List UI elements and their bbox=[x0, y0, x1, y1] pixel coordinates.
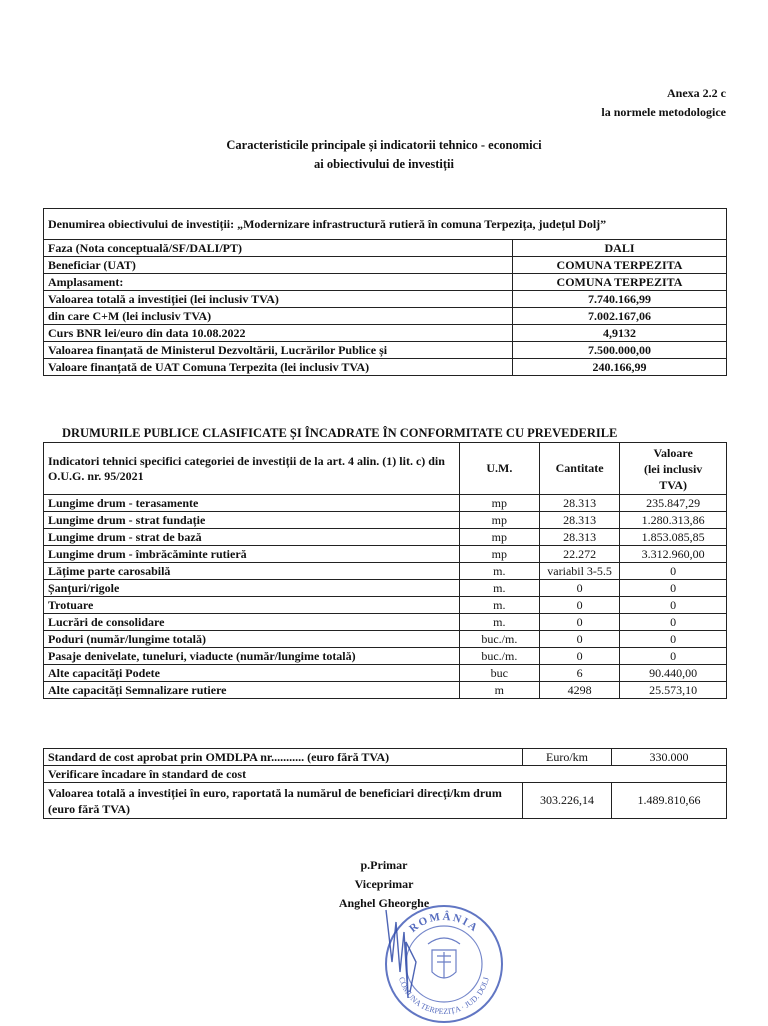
objective-row-value: COMUNA TERPEZITA bbox=[513, 274, 727, 291]
title-line-1: Caracteristicile principale și indicatorii tehnico - economici bbox=[226, 138, 542, 152]
annex-line-2: la normele metodologice bbox=[601, 105, 726, 119]
indicator-qty: 0 bbox=[539, 631, 619, 648]
indicator-qty: 28.313 bbox=[539, 529, 619, 546]
signature-line-2: Viceprimar bbox=[354, 877, 414, 891]
objective-row-value: COMUNA TERPEZITA bbox=[513, 257, 727, 274]
indicator-row bbox=[44, 631, 727, 648]
indicator-um: mp bbox=[459, 512, 539, 529]
indicator-label: Lungime drum - strat fundație bbox=[44, 512, 460, 529]
header-value bbox=[620, 443, 727, 495]
indicator-value: 0 bbox=[620, 648, 727, 665]
indicator-qty: 0 bbox=[539, 597, 619, 614]
indicator-label: Poduri (număr/lungime totală) bbox=[44, 631, 460, 648]
indicator-value: 0 bbox=[620, 597, 727, 614]
header-value-line-2: (lei inclusiv bbox=[643, 461, 703, 476]
document-title bbox=[0, 136, 768, 174]
indicator-row bbox=[44, 563, 727, 580]
indicator-value: 0 bbox=[620, 563, 727, 580]
total-euro-value-1: 303.226,14 bbox=[523, 783, 612, 819]
objective-row-label: Faza (Nota conceptuală/SF/DALI/PT) bbox=[44, 240, 513, 257]
header-um: U.M. bbox=[459, 443, 539, 495]
indicator-row bbox=[44, 665, 727, 682]
stamp-top-text: ROMÂNIA bbox=[407, 910, 481, 936]
indicator-qty: 0 bbox=[539, 614, 619, 631]
header-qty: Cantitate bbox=[539, 443, 619, 495]
indicator-label: Pasaje denivelate, tuneluri, viaducte (număr/lungime totală) bbox=[44, 648, 460, 665]
indicator-label: Alte capacități Semnalizare rutiere bbox=[44, 682, 460, 699]
header-value-line-3: TVA) bbox=[659, 477, 688, 492]
indicator-row bbox=[44, 614, 727, 631]
title-line-2: ai obiectivului de investiții bbox=[314, 157, 454, 171]
indicator-qty: variabil 3-5.5 bbox=[539, 563, 619, 580]
objective-table bbox=[43, 208, 727, 376]
verification-label: Verificare încadare în standard de cost bbox=[44, 766, 727, 783]
indicator-value: 1.280.313,86 bbox=[620, 512, 727, 529]
stamp-bottom-text: COMUNA TERPEZIȚA · JUD. DOLJ bbox=[397, 976, 491, 1017]
roads-section-title: DRUMURILE PUBLICE CLASIFICATE ȘI ÎNCADRATE ÎN CONFORMITATE CU PREVEDERILE bbox=[62, 426, 618, 440]
indicators-table bbox=[43, 442, 727, 699]
objective-row bbox=[44, 308, 727, 325]
objective-row bbox=[44, 257, 727, 274]
objective-row bbox=[44, 291, 727, 308]
indicator-um: m. bbox=[459, 580, 539, 597]
objective-row-value: 7.740.166,99 bbox=[513, 291, 727, 308]
indicator-qty: 22.272 bbox=[539, 546, 619, 563]
objective-name-label: Denumirea obiectivului de investiții: bbox=[48, 216, 235, 231]
standard-value: 330.000 bbox=[612, 749, 727, 766]
coat-of-arms-icon bbox=[428, 938, 460, 978]
cost-standard-table bbox=[43, 748, 727, 819]
objective-row-value: 240.166,99 bbox=[513, 359, 727, 376]
indicator-value: 235.847,29 bbox=[620, 495, 727, 512]
indicator-row bbox=[44, 512, 727, 529]
objective-name-value: „Modernizare infrastructură rutieră în comuna Terpezița, județul Dolj” bbox=[237, 216, 607, 231]
indicator-um: m bbox=[459, 682, 539, 699]
indicator-row bbox=[44, 546, 727, 563]
objective-row-label: Curs BNR lei/euro din data 10.08.2022 bbox=[44, 325, 513, 342]
indicator-row bbox=[44, 495, 727, 512]
standard-label: Standard de cost aprobat prin OMDLPA nr........... (euro fără TVA) bbox=[44, 749, 523, 766]
indicator-um: m. bbox=[459, 614, 539, 631]
indicator-label: Trotuare bbox=[44, 597, 460, 614]
signature-line-3: Anghel Gheorghe bbox=[338, 896, 430, 910]
indicator-value: 90.440,00 bbox=[620, 665, 727, 682]
indicator-value: 25.573,10 bbox=[620, 682, 727, 699]
header-indicator: Indicatori tehnici specifici categoriei de investiții de la art. 4 alin. (1) lit. c) din O.U.G. nr. 95/2021 bbox=[44, 443, 460, 495]
objective-row bbox=[44, 325, 727, 342]
indicator-label: Lungime drum - terasamente bbox=[44, 495, 460, 512]
objective-row-value: 7.002.167,06 bbox=[513, 308, 727, 325]
indicator-row bbox=[44, 580, 727, 597]
objective-row-value: DALI bbox=[513, 240, 727, 257]
indicator-label: Lungime drum - îmbrăcăminte rutieră bbox=[44, 546, 460, 563]
indicator-qty: 0 bbox=[539, 580, 619, 597]
annex-line-1: Anexa 2.2 c bbox=[667, 86, 726, 100]
indicator-um: m. bbox=[459, 563, 539, 580]
objective-row bbox=[44, 342, 727, 359]
total-euro-value-2: 1.489.810,66 bbox=[612, 783, 727, 819]
indicator-row bbox=[44, 648, 727, 665]
indicator-qty: 0 bbox=[539, 648, 619, 665]
indicator-label: Lățime parte carosabilă bbox=[44, 563, 460, 580]
indicator-qty: 6 bbox=[539, 665, 619, 682]
indicator-um: buc./m. bbox=[459, 648, 539, 665]
objective-row-label: Valoarea totală a investiției (lei inclusiv TVA) bbox=[44, 291, 513, 308]
objective-row bbox=[44, 359, 727, 376]
objective-row-label: Amplasament: bbox=[44, 274, 513, 291]
indicator-label: Șanțuri/rigole bbox=[44, 580, 460, 597]
indicator-um: mp bbox=[459, 546, 539, 563]
objective-row bbox=[44, 240, 727, 257]
header-value-line-1: Valoare bbox=[653, 445, 693, 460]
objective-row-label: Valoare finanțată de UAT Comuna Terpezita (lei inclusiv TVA) bbox=[44, 359, 513, 376]
indicator-row bbox=[44, 682, 727, 699]
indicator-qty: 28.313 bbox=[539, 495, 619, 512]
objective-row-label: din care C+M (lei inclusiv TVA) bbox=[44, 308, 513, 325]
official-stamp bbox=[382, 902, 506, 1026]
indicator-row bbox=[44, 597, 727, 614]
indicator-um: buc bbox=[459, 665, 539, 682]
indicator-value: 0 bbox=[620, 631, 727, 648]
indicator-label: Alte capacități Podete bbox=[44, 665, 460, 682]
indicator-value: 3.312.960,00 bbox=[620, 546, 727, 563]
standard-unit: Euro/km bbox=[523, 749, 612, 766]
svg-text:ROMÂNIA bbox=[407, 911, 481, 935]
indicator-row bbox=[44, 529, 727, 546]
indicator-um: m. bbox=[459, 597, 539, 614]
indicator-value: 1.853.085,85 bbox=[620, 529, 727, 546]
indicator-um: mp bbox=[459, 495, 539, 512]
indicator-um: buc./m. bbox=[459, 631, 539, 648]
indicator-um: mp bbox=[459, 529, 539, 546]
objective-row-value: 4,9132 bbox=[513, 325, 727, 342]
total-euro-label: Valoarea totală a investiției în euro, raportată la numărul de beneficiari direcți/km drum (euro fără TVA) bbox=[44, 783, 523, 819]
indicator-qty: 28.313 bbox=[539, 512, 619, 529]
indicator-value: 0 bbox=[620, 614, 727, 631]
objective-row bbox=[44, 274, 727, 291]
annex-header bbox=[601, 84, 726, 122]
objective-row-value: 7.500.000,00 bbox=[513, 342, 727, 359]
objective-row-label: Valoarea finanțată de Ministerul Dezvoltării, Lucrărilor Publice și bbox=[44, 342, 513, 359]
indicator-qty: 4298 bbox=[539, 682, 619, 699]
objective-name-cell bbox=[44, 209, 727, 240]
indicator-label: Lungime drum - strat de bază bbox=[44, 529, 460, 546]
objective-row-label: Beneficiar (UAT) bbox=[44, 257, 513, 274]
indicator-value: 0 bbox=[620, 580, 727, 597]
signature-line-1: p.Primar bbox=[360, 858, 408, 872]
indicator-label: Lucrări de consolidare bbox=[44, 614, 460, 631]
